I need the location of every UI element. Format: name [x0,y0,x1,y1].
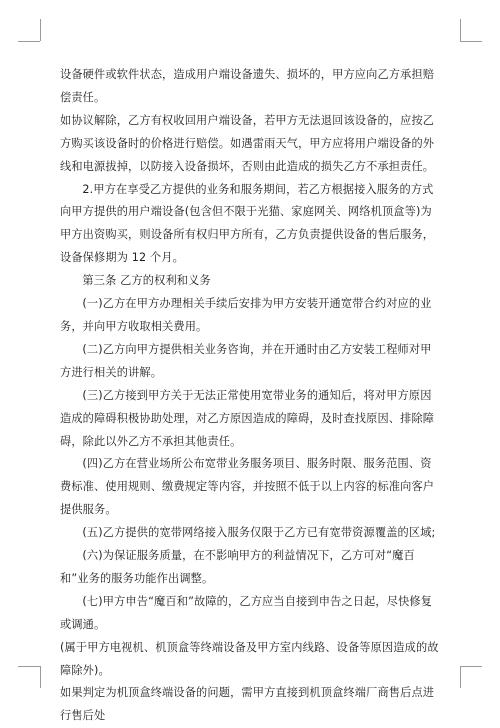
paragraph-agreement-termination: 如协议解除，乙方有权收回用户端设备，若甲方无法退回该设备的，应按乙方购买该设备时的价格进行赔偿。如遇雷雨天气，甲方应将用户端设备的外线和电源拔掉，以防接入设备损坏，否则由此造成的损失乙方不承担责任。 [60,113,435,173]
paragraph-device-damage: 设备硬件或软件状态，造成用户端设备遗失、损坏的，甲方应向乙方承担赔偿责任。 [60,68,435,104]
crop-mark-top-left-v [40,19,41,41]
paragraph-device-ownership: 2.甲方在享受乙方提供的业务和服务期间，若乙方根据接入服务的方式向甲方提供的用户端设备(包含但不限于光猫、家庭网关、网络机顶盒等)为甲方出资购买，则设备所有权归甲方所有，乙方负责提供设备的售后服务，设备保修期为 12 个月。 [60,182,435,265]
paragraph-clause-1: (一)乙方在甲方办理相关手续后安排为甲方安装开通宽带合约对应的业务，并向甲方收取相关费用。 [60,297,432,333]
paragraph-set-top-box: 如果判定为机顶盒终端设备的问题，需甲方直接到机顶盒终端厂商售后点进行售后处 [60,686,435,723]
paragraph-clause-6: (六)为保证服务质量，在不影响甲方的利益情况下，乙方可对“魔百和”业务的服务功能作出调整。 [60,549,415,585]
paragraph-clause-7: (七)甲方申告“魔百和”故障的，乙方应当自接到申告之日起，尽快修复或调通。 [60,594,433,631]
crop-mark-top-right-v [460,19,461,41]
document-body [60,64,442,728]
crop-mark-bottom-right-v [460,666,461,688]
crop-mark-bottom-right-h [460,666,482,667]
paragraph-clause-5: (五)乙方提供的宽带网络接入服务仅限于乙方已有宽带资源覆盖的区域; [82,526,436,540]
paragraph-clause-4: (四)乙方在营业场所公布宽带业务服务项目、服务时限、服务范围、资费标准、使用规则、缴费规定等内容，并按照不低于以上内容的标准向客户提供服务。 [60,457,435,517]
crop-mark-top-right-h [460,41,482,42]
section-heading-article-3: 第三条 乙方的权利和义务 [82,274,211,288]
crop-mark-bottom-left-h [18,666,40,667]
paragraph-clause-3: (三)乙方接到甲方关于无法正常使用宽带业务的通知后，将对甲方原因造成的障碍积极协助处理，对乙方原因造成的障碍，及时查找原因、排除障碍，除此以外乙方不承担其他责任。 [60,388,435,448]
crop-mark-top-left-h [18,41,40,42]
paragraph-clause-2: (二)乙方向甲方提供相关业务咨询，并在开通时由乙方安装工程师对甲方进行相关的讲解。 [60,342,432,379]
paragraph-clause-7-exclusion: (属于甲方电视机、机顶盒等终端设备及甲方室内线路、设备等原因造成的故障除外)。 [60,640,439,677]
crop-mark-bottom-left-v [40,666,41,688]
